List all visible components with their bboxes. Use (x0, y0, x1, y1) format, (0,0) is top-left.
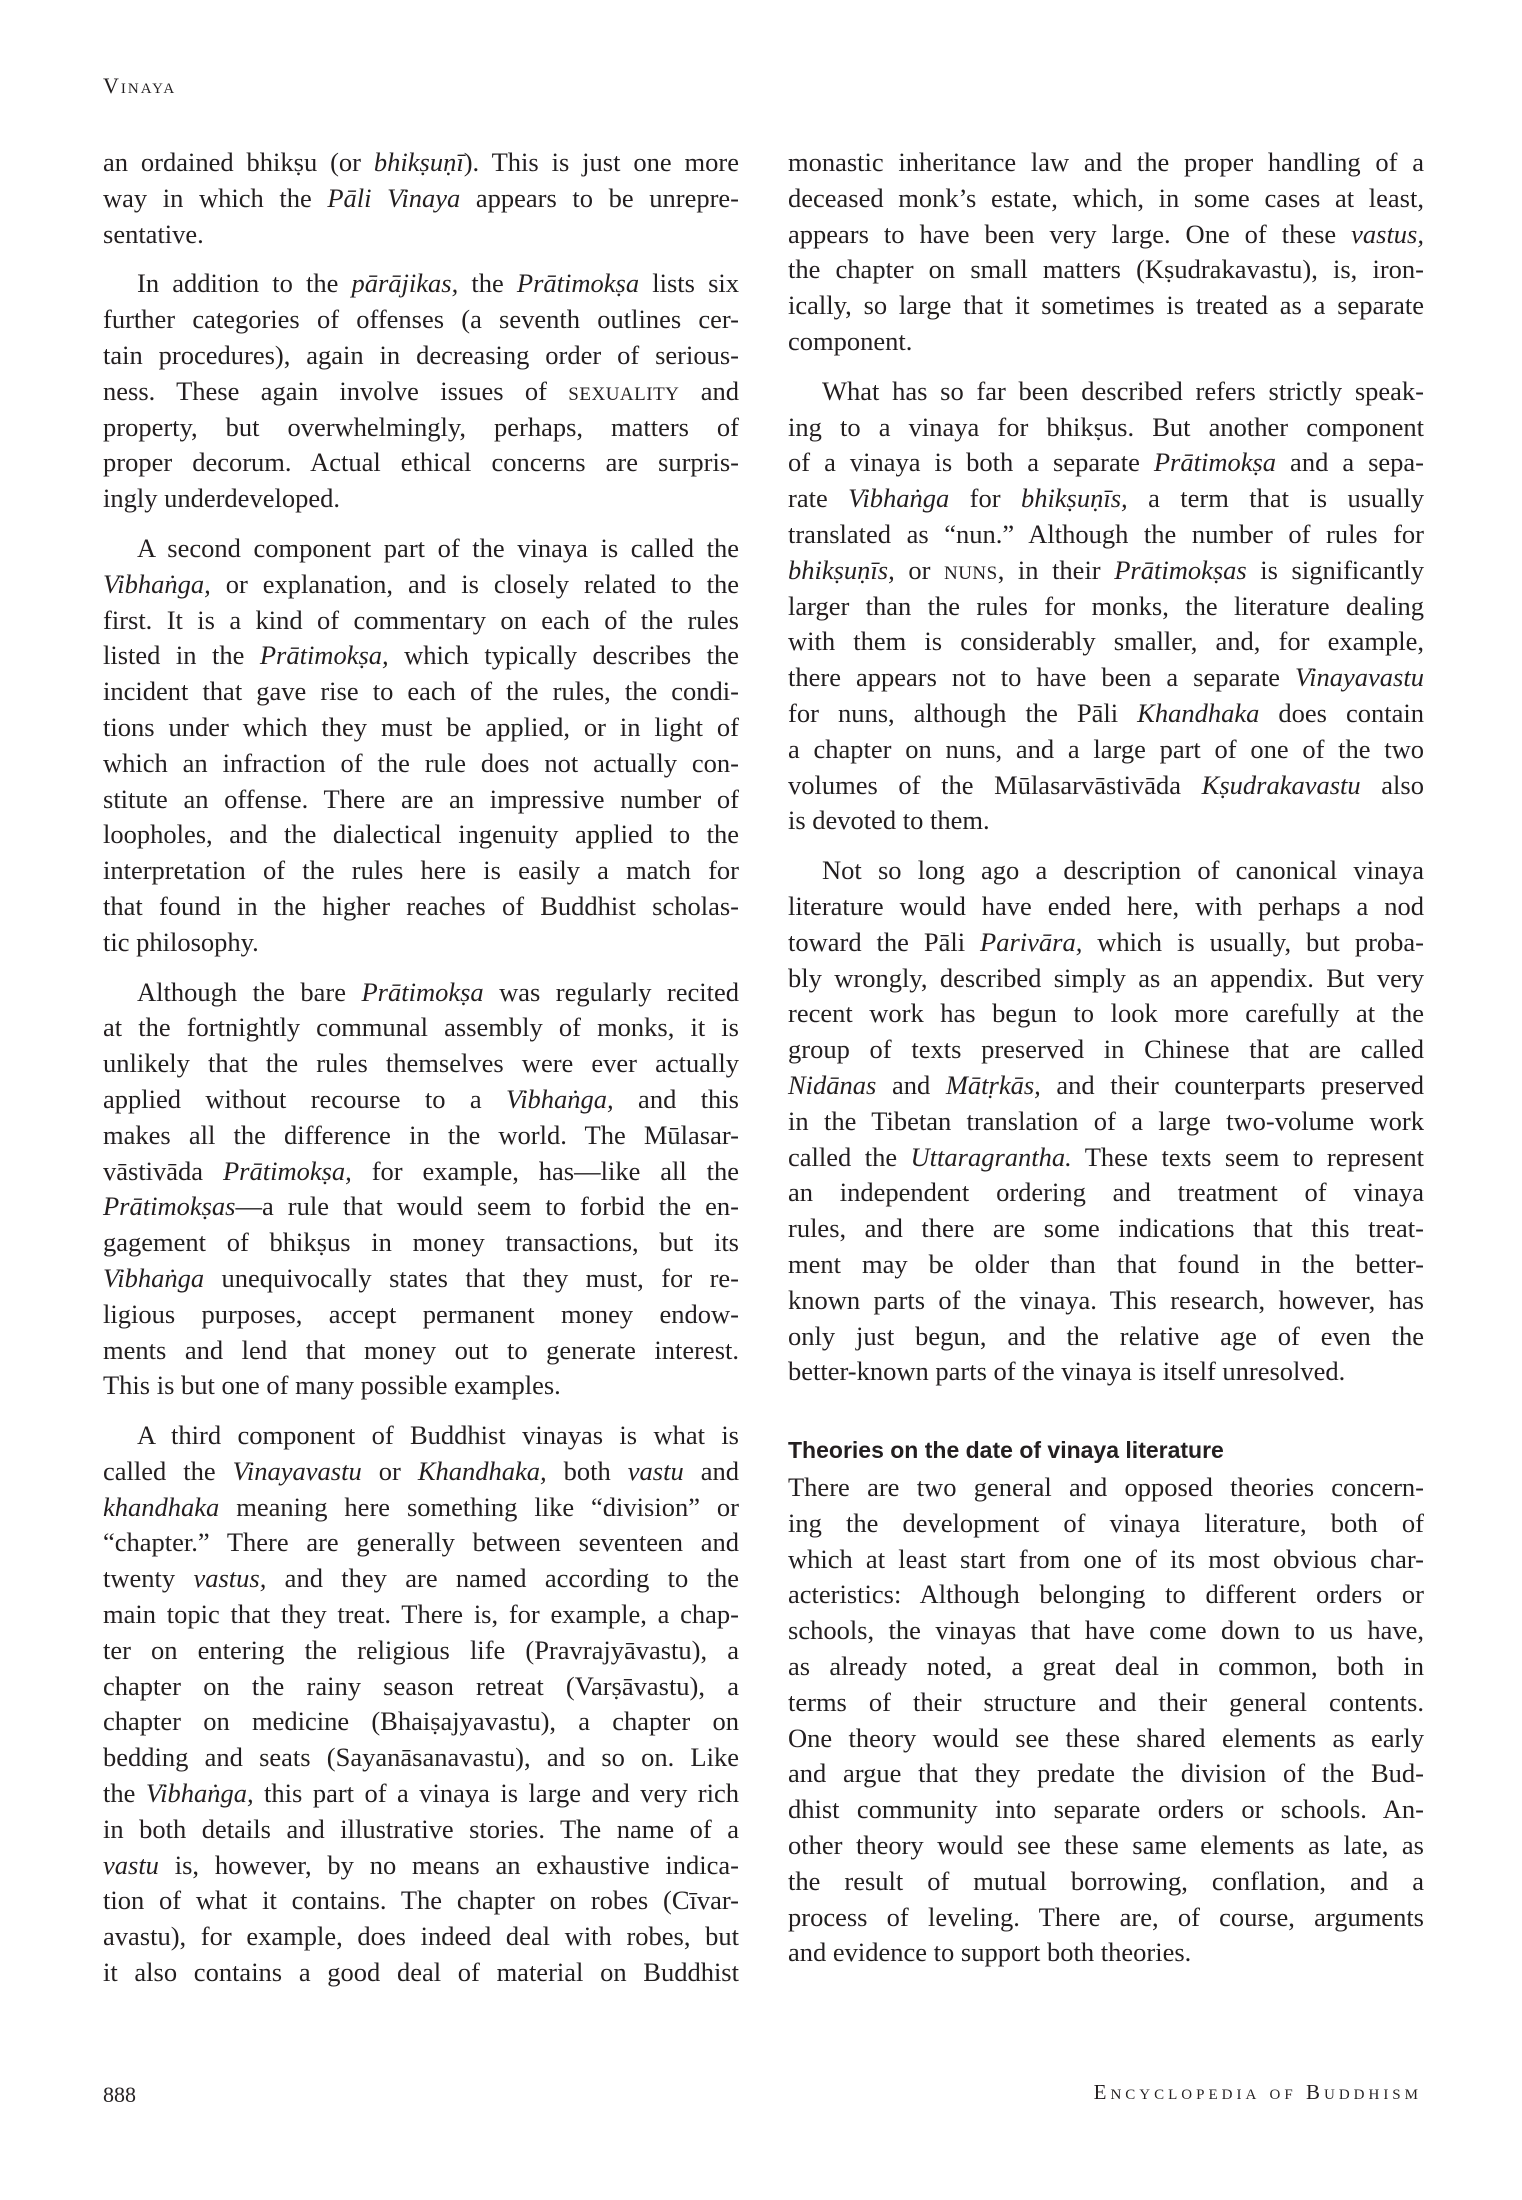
text-line (788, 1649, 1424, 1685)
text-line (788, 481, 1424, 517)
text-line (788, 1685, 1424, 1721)
right-column (788, 145, 1424, 1985)
text-line (788, 889, 1424, 925)
left-column (103, 145, 739, 2005)
text-run: tions under which they must be applied, or in light of (103, 711, 739, 742)
text-run: better-known parts of the vinaya is itself unresolved. (788, 1356, 1346, 1387)
text-line (103, 1225, 739, 1261)
text-run: A third component of Buddhist vinayas is what is (137, 1420, 739, 1451)
text-line (788, 145, 1424, 181)
text-line (103, 374, 739, 410)
text-line (103, 782, 739, 818)
text-run: is devoted to them. (788, 805, 990, 836)
text-line (788, 768, 1424, 804)
text-line (103, 1010, 739, 1046)
text-line (788, 1175, 1424, 1211)
text-run: the (458, 268, 517, 299)
text-run: lists six (639, 268, 739, 299)
text-run: vāstivāda (103, 1155, 223, 1186)
italic-term: Vibhaṅga (103, 1262, 205, 1293)
text-run: stitute an offense. There are an impressive number of (103, 783, 739, 814)
text-run: there appears not to have been a separate (788, 662, 1295, 693)
text-line (788, 1721, 1424, 1757)
text-run: ment may be older than that found in the better- (788, 1248, 1424, 1279)
italic-term: Prātimokṣa, (259, 640, 389, 671)
italic-term: Vibhaṅga, (103, 568, 211, 599)
italic-term: Prātimokṣas (1114, 554, 1247, 585)
text-run: and evidence to support both theories. (788, 1937, 1192, 1968)
text-line (103, 1848, 739, 1884)
text-run: with them is considerably smaller, and, for example, (788, 626, 1424, 657)
text-line (788, 853, 1424, 889)
text-line (788, 374, 1424, 410)
text-line (103, 302, 739, 338)
italic-term: Parivāra, (980, 926, 1083, 957)
text-line (103, 410, 739, 446)
text-line (103, 1082, 739, 1118)
text-run: larger than the rules for monks, the literature dealing (788, 590, 1424, 621)
text-line (788, 324, 1424, 360)
text-run: or explanation, and is closely related to the (210, 568, 739, 599)
text-run: in both details and illustrative stories. The name of a (103, 1813, 739, 1844)
text-run: “chapter.” There are generally between seventeen and (103, 1527, 739, 1558)
paragraph (103, 145, 739, 252)
text-run: and a sepa- (1276, 447, 1424, 478)
text-run: an independent ordering and treatment of vinaya (788, 1177, 1424, 1208)
text-line (788, 1613, 1424, 1649)
text-line (103, 1776, 739, 1812)
text-run: recent work has begun to look more carefully at the (788, 998, 1424, 1029)
text-line (788, 996, 1424, 1032)
text-run: Not so long ago a description of canonical vinaya (822, 855, 1424, 886)
italic-term: Prātimokṣas (103, 1191, 236, 1222)
text-run: ing the development of vinaya literature, both of (788, 1507, 1424, 1538)
paragraph (788, 374, 1424, 839)
text-run: it also contains a good deal of material on Buddhist (103, 1957, 739, 1988)
paragraph (788, 1470, 1424, 1971)
text-line (103, 1490, 739, 1526)
text-run: makes all the difference in the world. The Mūlasar- (103, 1119, 739, 1150)
text-run: a chapter on nuns, and a large part of one of the two (788, 733, 1424, 764)
text-run: and their counterparts preserved (1040, 1069, 1425, 1100)
text-line (103, 638, 739, 674)
text-line (103, 674, 739, 710)
italic-term: vastu (103, 1849, 159, 1880)
text-line (788, 732, 1424, 768)
italic-term: Khandhaka, (417, 1455, 547, 1486)
text-run: bedding and seats (Sayanāsanavastu), and so on. Like (103, 1742, 739, 1773)
text-line (788, 1283, 1424, 1319)
text-run: A second component part of the vinaya is called the (137, 532, 739, 563)
text-run: twenty (103, 1563, 194, 1594)
text-run: which is usually, but proba- (1082, 926, 1424, 957)
text-line (788, 1935, 1424, 1971)
text-run: dhist community into separate orders or schools. An- (788, 1794, 1424, 1825)
text-line (788, 624, 1424, 660)
text-line (788, 696, 1424, 732)
text-line (788, 1104, 1424, 1140)
text-run: In addition to the (137, 268, 352, 299)
paragraph (788, 145, 1424, 360)
text-line (788, 660, 1424, 696)
text-line (103, 1704, 739, 1740)
text-line (788, 1542, 1424, 1578)
italic-term: Mātṛkās, (945, 1069, 1041, 1100)
text-run: Although the bare (137, 976, 362, 1007)
text-run: unequivocally states that they must, for re- (204, 1262, 739, 1293)
text-run: the (103, 1778, 146, 1809)
cross-reference: nuns (943, 554, 998, 585)
text-run: main topic that they treat. There is, for example, a chap- (103, 1599, 739, 1630)
text-line (103, 1333, 739, 1369)
text-run: component. (788, 325, 913, 356)
text-run: These texts seem to represent (1071, 1141, 1424, 1172)
text-run: monastic inheritance law and the proper handling of a (788, 147, 1424, 177)
text-line (103, 217, 739, 253)
text-line (788, 553, 1424, 589)
text-run: called the (103, 1455, 233, 1486)
text-line (788, 1032, 1424, 1068)
text-run: that found in the higher reaches of Buddhist scholas- (103, 890, 739, 921)
text-run: ). This is just one more (463, 147, 739, 177)
text-line (788, 288, 1424, 324)
text-run: which an infraction of the rule does not actually con- (103, 747, 739, 778)
text-run: for nuns, although the Pāli (788, 697, 1138, 728)
text-run: ter on entering the religious life (Pravrajyāvastu), a (103, 1634, 739, 1665)
text-run: which at least start from one of its most obvious char- (788, 1543, 1424, 1574)
text-run: first. It is a kind of commentary on each of the rules (103, 604, 739, 635)
italic-term: vastus, (1351, 218, 1424, 249)
text-run: a term that is usually (1127, 483, 1424, 514)
text-line (103, 889, 739, 925)
italic-term: Vinayavastu (232, 1455, 362, 1486)
text-line (788, 1792, 1424, 1828)
section-heading: Theories on the date of vinaya literature (788, 1437, 1224, 1464)
italic-term: Vibhaṅga, (145, 1778, 254, 1809)
italic-term: pārājikas, (351, 268, 459, 299)
text-line (103, 1955, 739, 1991)
text-line (103, 746, 739, 782)
text-line (788, 803, 1424, 839)
text-line (103, 1919, 739, 1955)
text-line (103, 567, 739, 603)
text-line (103, 531, 739, 567)
text-run: applied without recourse to a (103, 1083, 506, 1114)
text-run: translated as “nun.” Although the number of rules for (788, 518, 1424, 549)
text-line (103, 1154, 739, 1190)
text-run: for (949, 483, 1021, 514)
italic-term: Kṣudrakavastu (1201, 769, 1361, 800)
italic-term: bhikṣuṇīs, (1020, 483, 1128, 514)
text-run: for example, has—like all the (351, 1155, 739, 1186)
text-line (788, 961, 1424, 997)
italic-term: Prātimokṣa, (222, 1155, 352, 1186)
text-run: schools, the vinayas that have come down to us have, (788, 1615, 1424, 1646)
text-run: ligious purposes, accept permanent money endow- (103, 1298, 739, 1329)
text-line (103, 1454, 739, 1490)
text-line (788, 1900, 1424, 1936)
text-run: rate (788, 483, 849, 514)
text-run: appears to be unrepre- (460, 182, 739, 213)
text-line (788, 410, 1424, 446)
text-run: terms of their structure and their general contents. (788, 1686, 1424, 1717)
text-line (103, 1418, 739, 1454)
text-line (788, 1247, 1424, 1283)
text-run: ing to a vinaya for bhikṣus. But another component (788, 411, 1424, 442)
text-line (103, 1633, 739, 1669)
text-line (103, 1118, 739, 1154)
text-line (103, 145, 739, 181)
italic-term: Khandhaka (1137, 697, 1260, 728)
text-run: other theory would see these same elements as late, as (788, 1830, 1424, 1861)
text-run: does contain (1259, 697, 1424, 728)
text-run: —a rule that would seem to forbid the en- (235, 1191, 739, 1222)
paragraph (103, 531, 739, 961)
cross-reference: sexuality (568, 375, 680, 406)
text-line (788, 1828, 1424, 1864)
text-run: at the fortnightly communal assembly of monks, it is (103, 1012, 739, 1043)
text-line (103, 817, 739, 853)
text-line (103, 1525, 739, 1561)
text-line (103, 1368, 739, 1404)
italic-term: Prātimokṣa (516, 268, 640, 299)
text-line (788, 252, 1424, 288)
text-run: proper decorum. Actual ethical concerns are surpris- (103, 447, 739, 478)
text-run: only just begun, and the relative age of even the (788, 1320, 1424, 1351)
text-line (788, 1577, 1424, 1613)
text-line (788, 1354, 1424, 1390)
text-run: sentative. (103, 218, 204, 249)
italic-term: Vibhaṅga, (505, 1083, 614, 1114)
text-run: volumes of the Mūlasarvāstivāda (788, 769, 1202, 800)
text-run: acteristics: Although belonging to different orders or (788, 1579, 1424, 1610)
paragraph (788, 853, 1424, 1390)
italic-term: Vinayavastu (1294, 662, 1424, 693)
text-run: and argue that they predate the division of the Bud- (788, 1758, 1424, 1789)
text-run: ingly underdeveloped. (103, 483, 340, 514)
text-run: literature would have ended here, with perhaps a nod (788, 890, 1424, 921)
text-run: chapter on medicine (Bhaiṣajyavastu), a chapter on (103, 1706, 739, 1737)
text-line (788, 1068, 1424, 1104)
text-run: One theory would see these shared elements as early (788, 1722, 1424, 1753)
book-title: Encyclopedia of Buddhism (1093, 2080, 1422, 2104)
text-line (788, 445, 1424, 481)
text-line (788, 1864, 1424, 1900)
text-line (788, 1211, 1424, 1247)
text-run: also (1360, 769, 1424, 800)
text-line (788, 1140, 1424, 1176)
text-run: was regularly recited (483, 976, 739, 1007)
italic-term: Pāli Vinaya (327, 182, 461, 213)
text-line (103, 853, 739, 889)
text-line (103, 1189, 739, 1225)
text-run: avastu), for example, does indeed deal with robes, but (103, 1921, 739, 1952)
text-run: meaning here something like “division” or (219, 1491, 739, 1522)
text-run: an ordained bhikṣu (or (103, 147, 374, 177)
text-run: There are two general and opposed theories concern- (788, 1472, 1424, 1503)
text-line (103, 1597, 739, 1633)
text-run: this part of a vinaya is large and very rich (253, 1778, 740, 1809)
text-run: group of texts preserved in Chinese that are called (788, 1034, 1424, 1065)
text-run: toward the Pāli (788, 926, 981, 957)
text-run: ically, so large that it sometimes is treated as a separate (788, 290, 1424, 321)
page-number: 888 (103, 2082, 136, 2107)
text-run: known parts of the vinaya. This research, however, has (788, 1284, 1424, 1315)
text-line (103, 925, 739, 961)
text-run: property, but overwhelmingly, perhaps, matters of (103, 411, 739, 442)
text-run: rules, and there are some indications that this treat- (788, 1213, 1424, 1244)
text-line (788, 1756, 1424, 1792)
text-line (788, 1470, 1424, 1506)
text-line (103, 181, 739, 217)
text-line (788, 1506, 1424, 1542)
text-run: further categories of offenses (a seventh outlines cer- (103, 304, 739, 335)
italic-term: bhikṣuṇīs, (788, 554, 895, 585)
text-run: or (894, 554, 944, 585)
text-run: listed in the (103, 640, 260, 671)
italic-term: khandhaka (103, 1491, 220, 1522)
text-run: is significantly (1246, 554, 1425, 585)
italic-term: Nidānas (788, 1069, 877, 1100)
text-run: process of leveling. There are, of course, arguments (788, 1901, 1424, 1932)
text-line (103, 1740, 739, 1776)
text-run: and they are named according to the (266, 1563, 739, 1594)
text-run: which typically describes the (388, 640, 739, 671)
text-run: of a vinaya is both a separate (788, 447, 1154, 478)
text-run: and (876, 1069, 946, 1100)
text-line (103, 481, 739, 517)
text-line (788, 589, 1424, 625)
text-run: and (683, 1455, 739, 1486)
text-line (103, 1561, 739, 1597)
text-line (103, 445, 739, 481)
text-run: both (546, 1455, 628, 1486)
text-run: tain procedures), again in decreasing order of serious- (103, 339, 739, 370)
text-run: or (361, 1455, 418, 1486)
italic-term: bhikṣuṇī (373, 147, 464, 177)
italic-term: vastu (627, 1455, 684, 1486)
italic-term: vastus, (193, 1563, 267, 1594)
text-run: This is but one of many possible examples. (103, 1370, 561, 1401)
text-line (103, 266, 739, 302)
text-line (103, 1812, 739, 1848)
text-run: tic philosophy. (103, 926, 259, 957)
text-run: ments and lend that money out to generate interest. (103, 1334, 739, 1365)
text-run: in the Tibetan translation of a large two-volume work (788, 1105, 1424, 1136)
italic-term: Prātimokṣa (361, 976, 484, 1007)
running-head: Vinaya (103, 73, 177, 98)
paragraph (103, 975, 739, 1405)
text-line (103, 603, 739, 639)
text-line (788, 517, 1424, 553)
text-line (103, 1669, 739, 1705)
text-line (788, 181, 1424, 217)
text-run: unlikely that the rules themselves were ever actually (103, 1048, 739, 1079)
text-run: as already noted, a great deal in common, both in (788, 1651, 1424, 1682)
text-line (103, 710, 739, 746)
text-run: interpretation of the rules here is easily a match for (103, 855, 739, 886)
text-line (788, 1319, 1424, 1355)
text-run: the chapter on small matters (Kṣudrakavastu), is, iron- (788, 254, 1424, 285)
text-run: and (679, 375, 739, 406)
text-line (103, 1883, 739, 1919)
text-run: bly wrongly, described simply as an appendix. But very (788, 962, 1424, 993)
text-run: way in which the (103, 182, 328, 213)
paragraph (103, 1418, 739, 1991)
text-run: tion of what it contains. The chapter on robes (Cīvar- (103, 1885, 739, 1916)
text-run: the result of mutual borrowing, conflation, and a (788, 1865, 1424, 1896)
text-run: appears to have been very large. One of these (788, 218, 1352, 249)
italic-term: Vibhaṅga (848, 483, 950, 514)
text-run: What has so far been described refers strictly speak- (822, 375, 1424, 406)
text-run: is, however, by no means an exhaustive indica- (158, 1849, 739, 1880)
text-run: deceased monk’s estate, which, in some cases at least, (788, 182, 1424, 213)
text-run: gagement of bhikṣus in money transactions, but its (103, 1227, 739, 1258)
text-run: incident that gave rise to each of the rules, the condi- (103, 676, 739, 707)
text-run: ness. These again involve issues of (103, 375, 569, 406)
text-run: , in their (997, 554, 1115, 585)
text-run: called the (788, 1141, 911, 1172)
text-line (788, 925, 1424, 961)
italic-term: Uttaragrantha. (910, 1141, 1072, 1172)
text-run: chapter on the rainy season retreat (Varṣāvastu), a (103, 1670, 739, 1701)
paragraph (103, 266, 739, 517)
text-line (103, 1046, 739, 1082)
italic-term: Prātimokṣa (1153, 447, 1277, 478)
text-line (103, 1261, 739, 1297)
text-line (103, 1297, 739, 1333)
text-line (788, 217, 1424, 253)
text-line (103, 975, 739, 1011)
text-run: and this (613, 1083, 739, 1114)
text-line (103, 338, 739, 374)
text-run: loopholes, and the dialectical ingenuity applied to the (103, 819, 739, 850)
